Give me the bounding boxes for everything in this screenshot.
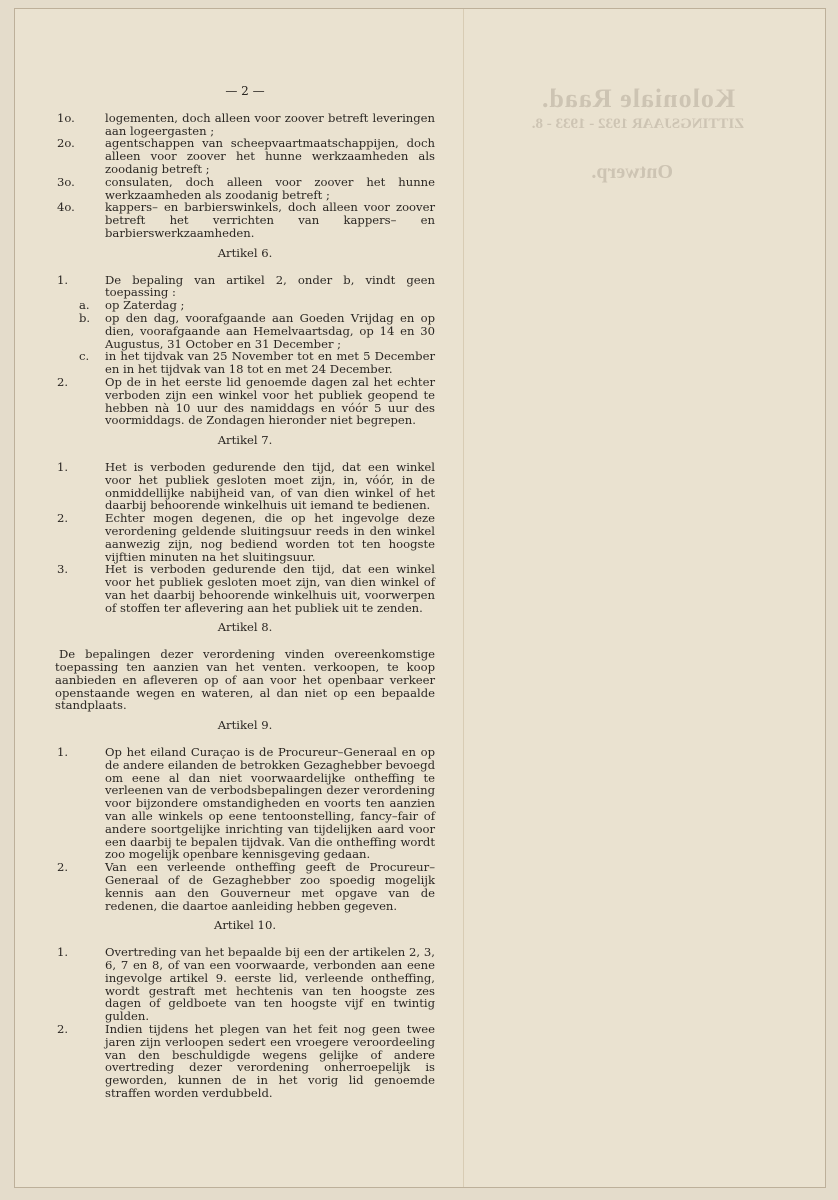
list-item: [55, 176, 435, 202]
item-number: 1.: [57, 945, 69, 960]
item-number: 1.: [57, 459, 69, 474]
item-number: 1.: [57, 272, 69, 287]
item-text: De bepaling van artikel 2, onder b, vindt geen toepassing :: [105, 272, 435, 300]
item-letter: a.: [79, 298, 90, 313]
bleed-line-3: Ontwerp.: [591, 161, 673, 183]
item-text: kappers– en barbierswinkels, doch alleen voor zoover betreft het verrichten van kappers– en barbierswerkzaamheden.: [105, 200, 435, 240]
list-item: [55, 861, 435, 912]
artikel-6-heading: Artikel 6.: [217, 245, 273, 260]
page-number: — 2 —: [225, 84, 265, 98]
item-number: 3.: [57, 562, 69, 577]
artikel-7-body: [55, 461, 435, 615]
bleed-line-1: Koloniale Raad.: [540, 84, 736, 113]
item-text: op den dag, voorafgaande aan Goeden Vrijdag en op dien, voorafgaande aan Hemelvaartsdag, op 14 en 30 Augustus, 31 October en 31 December ;: [105, 310, 435, 351]
item-text: Het is verboden gedurende den tijd, dat een winkel voor het publiek gesloten moet zijn, in, vóór, in de onmiddellijke nabijheid van, of van dien winkel of het daarbij behoorende winkelhuis uit iemand te bedienen.: [105, 459, 435, 513]
item-text: agentschappen van scheepvaartmaatschappijen, doch alleen voor zoover het hunne werkzaamheden als zoodanig betreft ;: [105, 136, 435, 176]
item-number: 2.: [57, 860, 69, 875]
intro-list: [55, 112, 435, 240]
list-item: [55, 312, 435, 350]
list-item: [55, 512, 435, 563]
item-number: 2.: [57, 511, 69, 526]
item-number: 2o.: [57, 136, 75, 151]
list-item: [55, 274, 435, 300]
page-fold: [463, 9, 464, 1187]
item-number: 4o.: [57, 200, 75, 215]
item-text: Van een verleende ontheffing geeft de Procureur–Generaal of de Gezaghebber zoo spoedig mogelijk kennis aan den Gouverneur met opgave van de redenen, die daartoe aanleiding hebben gegeven.: [105, 860, 435, 913]
artikel-10-body: [55, 946, 435, 1100]
list-item: [55, 946, 435, 1023]
bleed-through-text: [503, 84, 773, 184]
list-item: [55, 350, 435, 376]
list-item: [55, 376, 435, 427]
item-number: 1o.: [57, 110, 75, 125]
item-text: op Zaterdag ;: [105, 298, 185, 313]
document-body: [55, 85, 435, 1100]
item-text: Op het eiland Curaçao is de Procureur–Generaal en op de andere eilanden de betrokken Gezaghebber bevoegd om eene al dan niet voorwaardelijke ontheffing te verleenen van de verbodsbepalingen dezer verordening voor bijzondere omstandigheden en voorts ten aanzien van alle winkels op eene tentoonstelling, fancy–fair of andere soortgelijke inrichting van tijdelijken aard voor een daarbij te bepalen tijdvak. Van die ontheffing wordt zoo mogelijk openbare kennisgeving gedaan.: [105, 745, 435, 862]
item-text: Op de in het eerste lid genoemde dagen zal het echter verboden zijn een winkel voor het publiek geopend te hebben nà 10 uur des namiddags en vóór 5 uur des voormiddags. de Zondagen hieronder niet begrepen.: [105, 374, 435, 428]
artikel-7-heading: Artikel 7.: [217, 433, 273, 448]
artikel-10-heading: Artikel 10.: [214, 918, 276, 933]
list-item: [55, 201, 435, 239]
list-item: [55, 137, 435, 175]
item-text: Echter mogen degenen, die op het ingevolge deze verordening geldende sluitingsuur reeds in den winkel aanwezig zijn, nog bediend worden tot ten hoogste vijftien minuten na het sluitingsuur.: [105, 511, 435, 564]
item-number: 2.: [57, 374, 69, 389]
list-item: [55, 461, 435, 512]
item-letter: c.: [79, 349, 90, 364]
artikel-8-heading: Artikel 8.: [217, 620, 273, 635]
item-text: Indien tijdens het plegen van het feit nog geen twee jaren zijn verloopen sedert een vroegere veroordeeling van den beschuldigde wegens gelijke of andere overtreding dezer verordening onherroepelijk is geworden, kunnen de in het vorig lid genoemde straffen worden verdubbeld.: [105, 1022, 435, 1100]
artikel-9-body: [55, 746, 435, 912]
item-text: Het is verboden gedurende den tijd, dat een winkel voor het publiek gesloten moet zijn, van dien winkel of van het daarbij behoorende winkelhuis uit, voorwerpen of stoffen ter aflevering aan het publiek uit te zenden.: [105, 562, 435, 615]
bleed-line-2: ZITTINGSJAAR 1932 - 1933 - 8.: [531, 116, 745, 132]
document-page: [14, 8, 826, 1188]
item-number: 2.: [57, 1022, 69, 1036]
item-letter: b.: [79, 310, 91, 325]
item-number: 1.: [57, 745, 69, 760]
list-item: [55, 112, 435, 138]
item-number: 3o.: [57, 174, 75, 189]
artikel-9-heading: Artikel 9.: [217, 718, 273, 733]
item-text: logementen, doch alleen voor zoover betreft leveringen aan logeergasten ;: [105, 110, 435, 138]
artikel-6-body: [55, 274, 435, 428]
list-item: [55, 746, 435, 861]
list-item: [55, 563, 435, 614]
item-text: in het tijdvak van 25 November tot en met 5 December en in het tijdvak van 18 tot en met 24 December.: [105, 349, 435, 377]
artikel-8-text: De bepalingen dezer verordening vinden overeenkomstige toepassing ten aanzien van het venten. verkoopen, te koop aanbieden en afleveren op of aan voor het openbaar verkeer openstaande wegen en wateren, al dan niet op een bepaalde standplaats.: [55, 647, 435, 713]
list-item: [55, 1023, 435, 1100]
item-text: Overtreding van het bepaalde bij een der artikelen 2, 3, 6, 7 en 8, of van een voorwaarde, verbonden aan eene ingevolge artikel 9. eerste lid, verleende ontheffing, wordt gestraft met hechtenis van ten hoogste zes dagen of geldboete van ten hoogste vijf en twintig gulden.: [105, 945, 435, 1024]
item-text: consulaten, doch alleen voor zoover het hunne werkzaamheden als zoodanig betreft ;: [105, 174, 435, 202]
